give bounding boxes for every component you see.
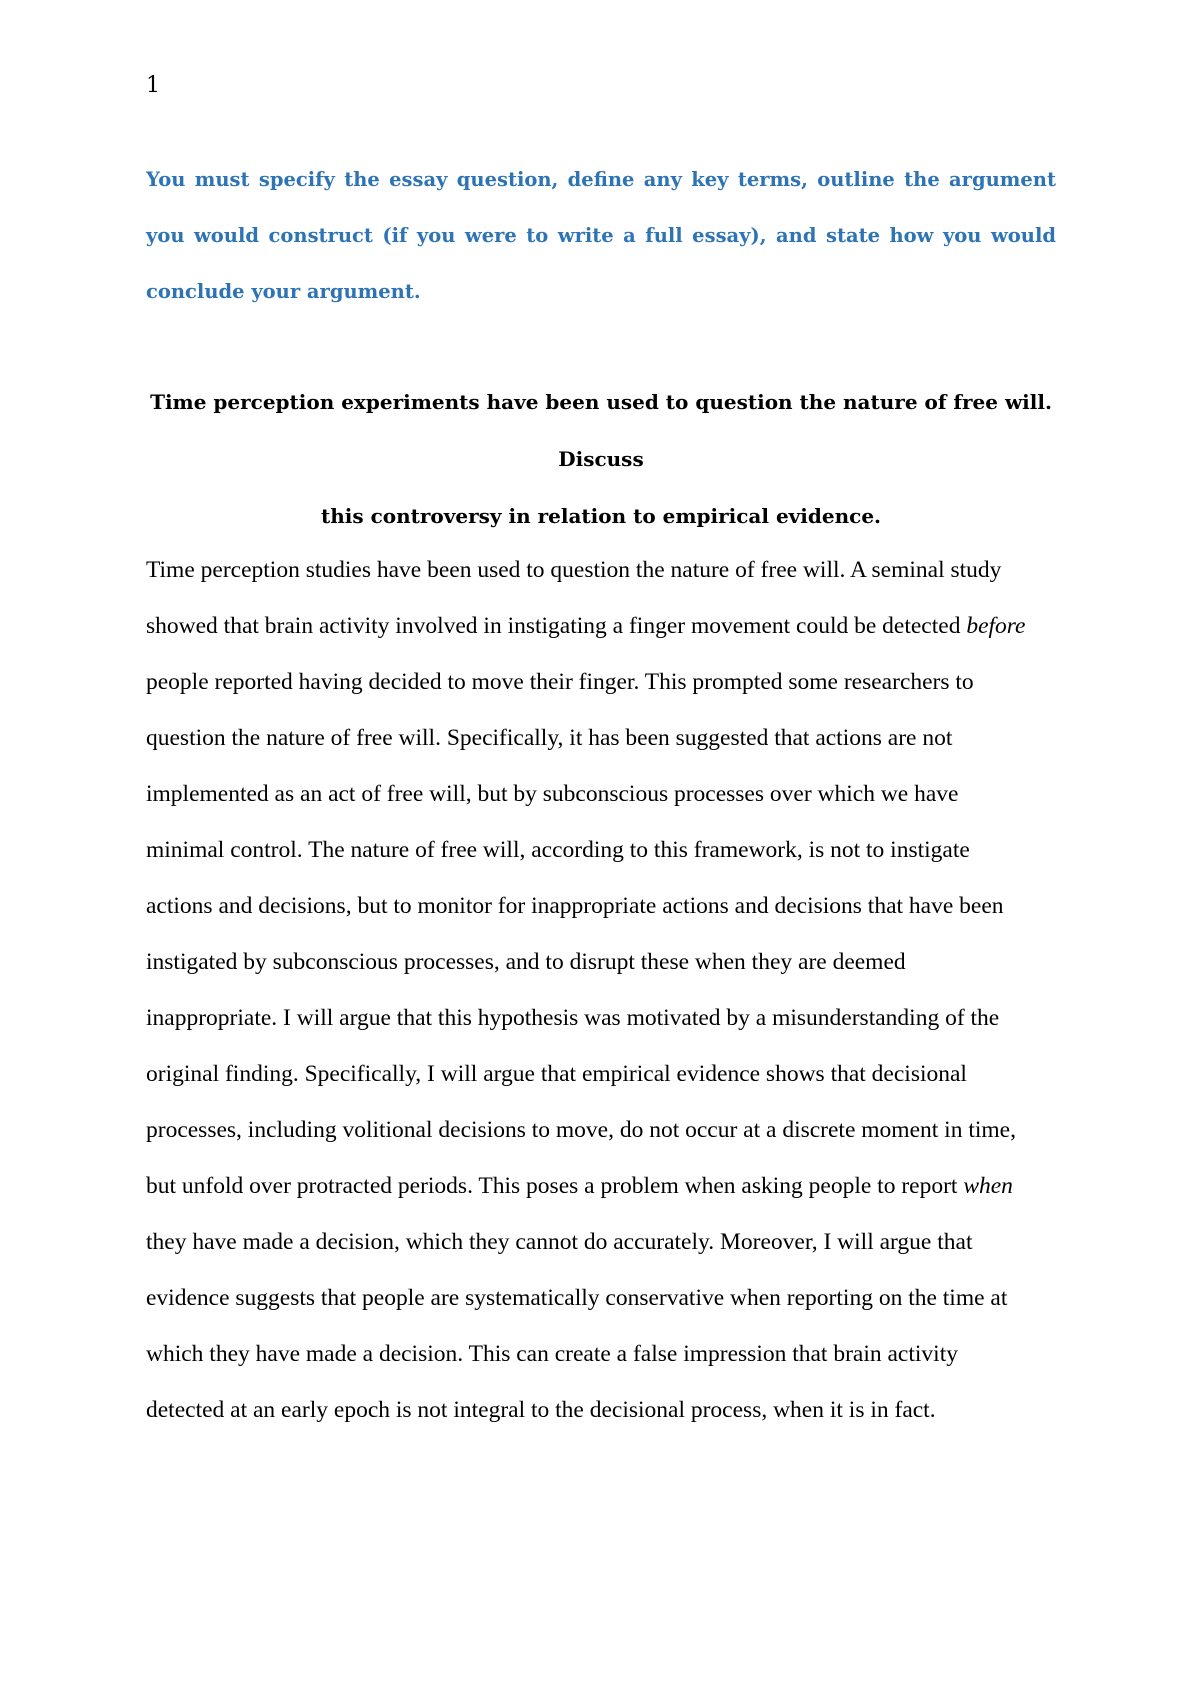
body-line: question the nature of free will. Specifically, it has been suggested that actions are not xyxy=(146,725,953,751)
body-line: inappropriate. I will argue that this hypothesis was motivated by a misunderstanding of the xyxy=(146,1005,1000,1031)
essay-question-line-1: Time perception experiments have been used to question the nature of free will. Discuss xyxy=(150,390,1052,471)
body-line: they have made a decision, which they cannot do accurately. Moreover, I will argue that xyxy=(146,1229,973,1255)
emphasis-before: before xyxy=(966,613,1026,639)
essay-question xyxy=(146,374,1056,545)
essay-body xyxy=(146,542,1066,1438)
body-text-segment: but unfold over protracted periods. This poses a problem when asking people to report xyxy=(146,1173,964,1199)
page-number: 1 xyxy=(146,73,160,98)
body-line: minimal control. The nature of free will, according to this framework, is not to instigate xyxy=(146,837,970,863)
body-line: processes, including volitional decisions to move, do not occur at a discrete moment in time, xyxy=(146,1117,1016,1143)
body-line: original finding. Specifically, I will argue that empirical evidence shows that decisional xyxy=(146,1061,967,1087)
essay-instructions: You must specify the essay question, define any key terms, outline the argument you would construct (if you were to write a full essay), and state how you would conclude your argument. xyxy=(146,168,1056,303)
emphasis-when: when xyxy=(963,1173,1013,1199)
essay-question-line-2: this controversy in relation to empirical evidence. xyxy=(321,504,881,528)
body-line: implemented as an act of free will, but by subconscious processes over which we have xyxy=(146,781,959,807)
body-line: evidence suggests that people are systematically conservative when reporting on the time at xyxy=(146,1285,1008,1311)
body-line: detected at an early epoch is not integral to the decisional process, when it is in fact. xyxy=(146,1397,936,1423)
body-line: Time perception studies have been used to question the nature of free will. A seminal study xyxy=(146,557,1002,583)
body-line: which they have made a decision. This can create a false impression that brain activity xyxy=(146,1341,958,1367)
body-line: actions and decisions, but to monitor for inappropriate actions and decisions that have been xyxy=(146,893,1004,919)
body-line: instigated by subconscious processes, and to disrupt these when they are deemed xyxy=(146,949,906,975)
body-text-segment: showed that brain activity involved in instigating a finger movement could be detected xyxy=(146,613,967,639)
body-line: people reported having decided to move their finger. This prompted some researchers to xyxy=(146,669,974,695)
body-line xyxy=(146,1158,1066,1214)
body-line xyxy=(146,598,1066,654)
